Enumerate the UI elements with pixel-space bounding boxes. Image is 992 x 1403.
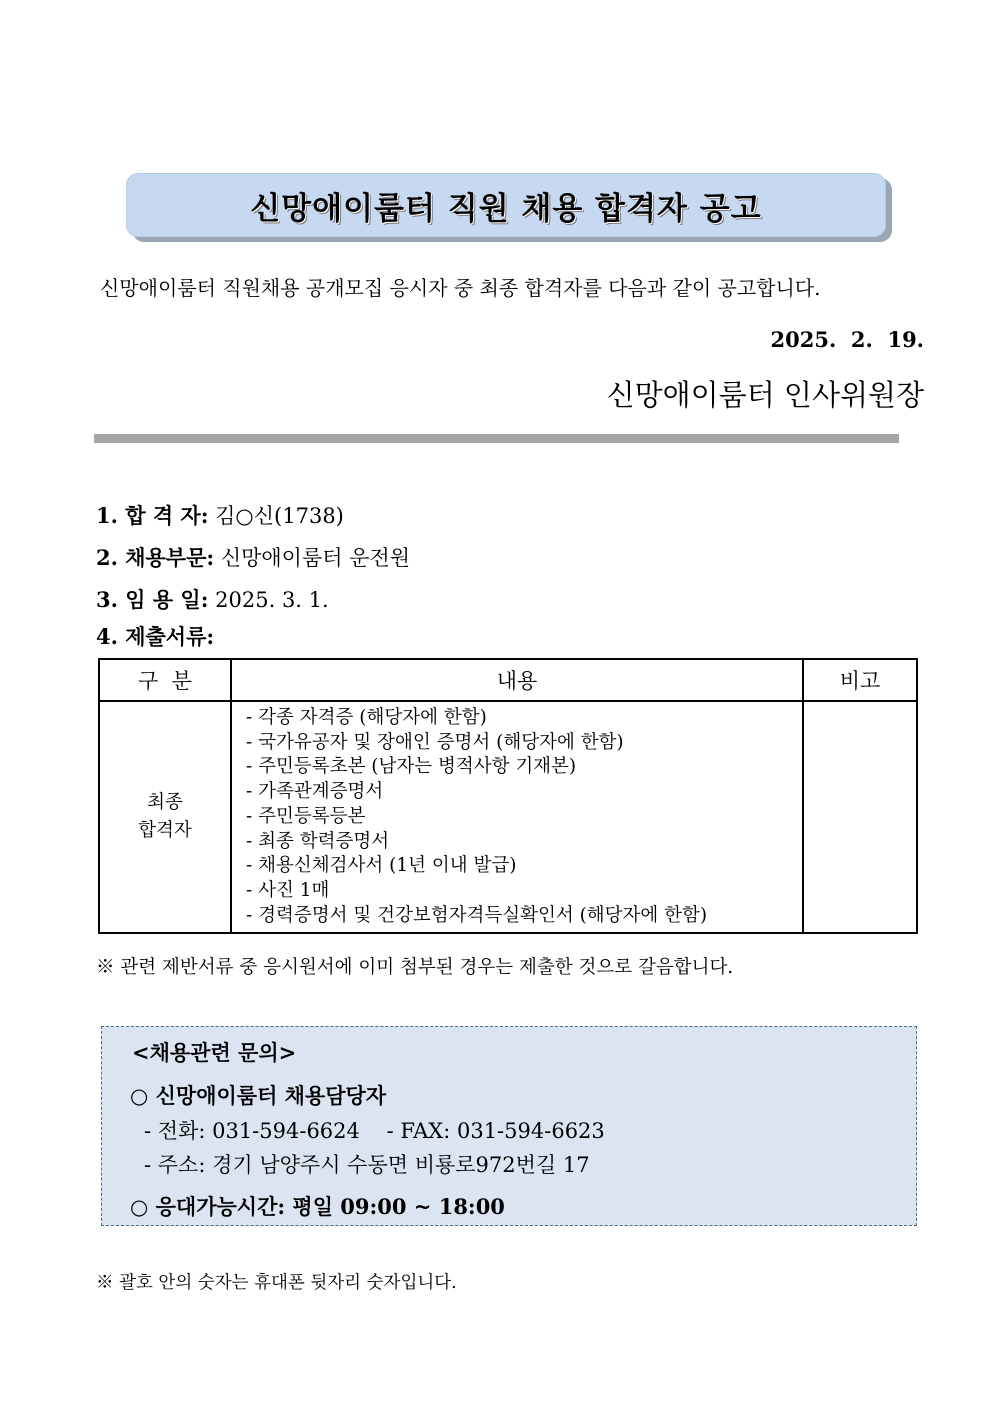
header-category: 구 분 <box>99 659 231 701</box>
note-cell <box>803 701 917 933</box>
header-content: 내용 <box>231 659 803 701</box>
contact-manager: ○ 신망애이룸터 채용담당자 <box>130 1083 387 1108</box>
intro-text: 신망애이룸터 직원채용 공개모집 응시자 중 최종 합격자를 다음과 같이 공고합니다. <box>100 276 821 300</box>
item-value: 김○신(1738) <box>208 504 344 528</box>
divider <box>94 434 899 443</box>
signer: 신망애이룸터 인사위원장 <box>606 378 924 412</box>
announcement-date: 2025. 2. 19. <box>770 327 924 352</box>
item-documents <box>96 621 214 651</box>
contact-hours: ○ 응대가능시간: 평일 09:00 ~ 18:00 <box>130 1194 505 1219</box>
document-item: - 각종 자격증 (해당자에 한함) <box>246 707 487 728</box>
document-item: - 주민등록등본 <box>246 805 366 827</box>
item-value: 2025. 3. 1. <box>208 588 329 612</box>
item-label: 3. 임 용 일: <box>96 587 209 612</box>
contact-phone: - 전화: 031-594-6624 - FAX: 031-594-6623 <box>144 1119 605 1143</box>
document-item: - 국가유공자 및 장애인 증명서 (해당자에 한함) <box>246 731 624 753</box>
item-successful-candidate <box>96 500 344 530</box>
item-label: 1. 합 격 자: <box>96 503 209 528</box>
category-label: 최종 합격자 <box>138 792 192 842</box>
category-cell <box>99 701 231 933</box>
title-banner <box>126 173 886 237</box>
document-item: - 경력증명서 및 건강보험자격득실확인서 (해당자에 한함) <box>246 904 708 926</box>
content-cell <box>231 701 803 933</box>
table-header-row <box>99 659 917 701</box>
contact-box <box>101 1026 917 1226</box>
document-item: - 사진 1매 <box>246 879 330 901</box>
item-label: 4. 제출서류: <box>96 624 215 649</box>
document-item: - 채용신체검사서 (1년 이내 발급) <box>246 855 517 877</box>
phone-remark: ※ 괄호 안의 숫자는 휴대폰 뒷자리 숫자입니다. <box>96 1273 457 1293</box>
contact-heading: <채용관련 문의> <box>132 1040 297 1065</box>
documents-table <box>98 658 918 934</box>
item-start-date <box>96 584 329 614</box>
documents-remark: ※ 관련 제반서류 중 응시원서에 이미 첨부된 경우는 제출한 것으로 갈음합니다. <box>96 957 734 978</box>
header-note: 비고 <box>803 659 917 701</box>
item-value: 신망애이룸터 운전원 <box>214 546 411 570</box>
page-title: 신망애이룸터 직원 채용 합격자 공고 <box>250 190 762 227</box>
document-item: - 가족관계증명서 <box>246 781 384 803</box>
table-row <box>99 701 917 933</box>
item-department <box>96 542 410 572</box>
document-item: - 주민등록초본 (남자는 병적사항 기재본) <box>246 756 577 778</box>
document-item: - 최종 학력증명서 <box>246 830 390 852</box>
item-label: 2. 채용부문: <box>96 545 215 570</box>
contact-address: - 주소: 경기 남양주시 수동면 비룡로972번길 17 <box>144 1153 590 1177</box>
